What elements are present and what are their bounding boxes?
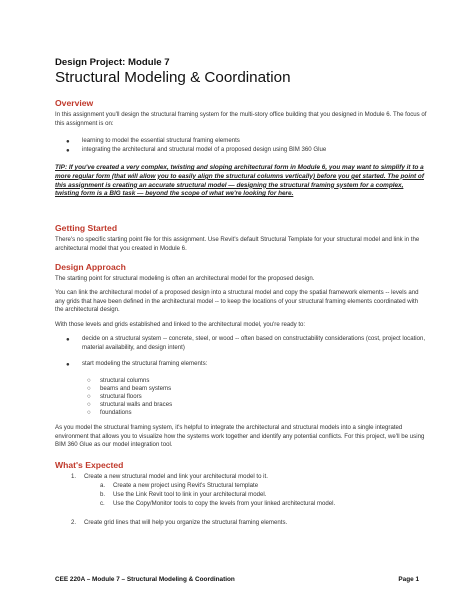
overview-intro: In this assignment you'll design the structural framing system for the multi-story office building that you designed in Module 6. The focus of this assignment is on: [55, 111, 427, 127]
whats-expected-heading: What's Expected [55, 460, 124, 470]
getting-started-text: There's no specific starting point file for this assignment. Use Revit's default Structural Template for your structural model and link in the architectural model that you created in Module 6. [55, 236, 420, 252]
sub-letter: c. [100, 500, 105, 507]
design-approach-heading: Design Approach [55, 262, 126, 272]
expected-item-2: Create grid lines that will help you organize the structural framing elements. [84, 519, 288, 526]
overview-heading: Overview [55, 98, 94, 108]
page-title: Structural Modeling & Coordination [55, 69, 291, 86]
expected-item-1: Create a new structural model and link your architectural model to it. [84, 473, 268, 480]
structural-element-item: foundations [100, 409, 132, 416]
list-number: 1. [71, 473, 77, 480]
sub-letter: a. [100, 482, 106, 489]
structural-element-item: structural walls and braces [100, 401, 173, 408]
expected-sub-item: Use the Link Revit tool to link in your architectural model. [113, 491, 267, 498]
sub-bullet-icon: ○ [87, 385, 91, 392]
bullet-icon: ● [66, 336, 70, 343]
list-number: 2. [71, 519, 77, 526]
sub-bullet-icon: ○ [87, 377, 91, 384]
structural-element-item: structural floors [100, 393, 142, 400]
expected-sub-item: Use the Copy/Monitor tools to copy the levels from your linked architectural model. [113, 500, 336, 507]
bullet-icon: ● [66, 147, 70, 154]
overview-bullet-2: integrating the architectural and structural model of a proposed design using BIM 360 Glue [82, 146, 327, 153]
expected-sub-item: Create a new project using Revit's Structural template [113, 482, 259, 489]
design-approach-p2: You can link the architectural model of a proposed design into a structural model and copy the spatial framework elements -- levels and any grids that have been defined in the architectural model -- to keep the locations of your structural framing elements coordinated with the architectural design. [55, 289, 419, 314]
getting-started-heading: Getting Started [55, 223, 118, 233]
overview-bullet-1: learning to model the essential structural framing elements [82, 137, 240, 144]
design-approach-p3: With those levels and grids established and linked to the architectural model, you're ready to: [55, 321, 306, 328]
footer-page-number: Page 1 [398, 576, 419, 583]
bullet-icon: ● [66, 361, 70, 368]
module-kicker: Design Project: Module 7 [55, 57, 170, 68]
sub-bullet-icon: ○ [87, 401, 91, 408]
sub-bullet-icon: ○ [87, 393, 91, 400]
bullet-icon: ● [66, 138, 70, 145]
footer-course-title: CEE 220A – Module 7 – Structural Modeling & Coordination [55, 576, 235, 583]
sub-bullet-icon: ○ [87, 409, 91, 416]
tip-note: TIP: If you've created a very complex, twisting and sloping architectural form in Module 6, you may want to simplify it to a more regular form (that will allow you to easily align the structural columns vertically) before you get started. The point of this assignment is creating an accurate structural model — designing the structural framing system for a complex, twisting form is a BIG task — beyond the scope of what we're looking for here. [55, 164, 424, 198]
sub-letter: b. [100, 491, 106, 498]
design-approach-p4: As you model the structural framing system, it's helpful to integrate the architectural and structural models into a single integrated environment that allows you to visualize how the systems work together and identify any potential conflicts. For this project, we'll be using BIM 360 Glue as our model integration tool. [55, 424, 425, 449]
structural-element-item: structural columns [100, 377, 150, 384]
design-approach-p1: The starting point for structural modeling is often an architectural model for the proposed design. [55, 275, 315, 282]
structural-element-item: beams and beam systems [100, 385, 172, 392]
design-approach-bullet-2: start modeling the structural framing elements: [82, 360, 208, 367]
design-approach-bullet-1: decide on a structural system -- concrete, steel, or wood -- often based on constructability considerations (cost, project location, material availability, and design intent) [82, 335, 426, 351]
